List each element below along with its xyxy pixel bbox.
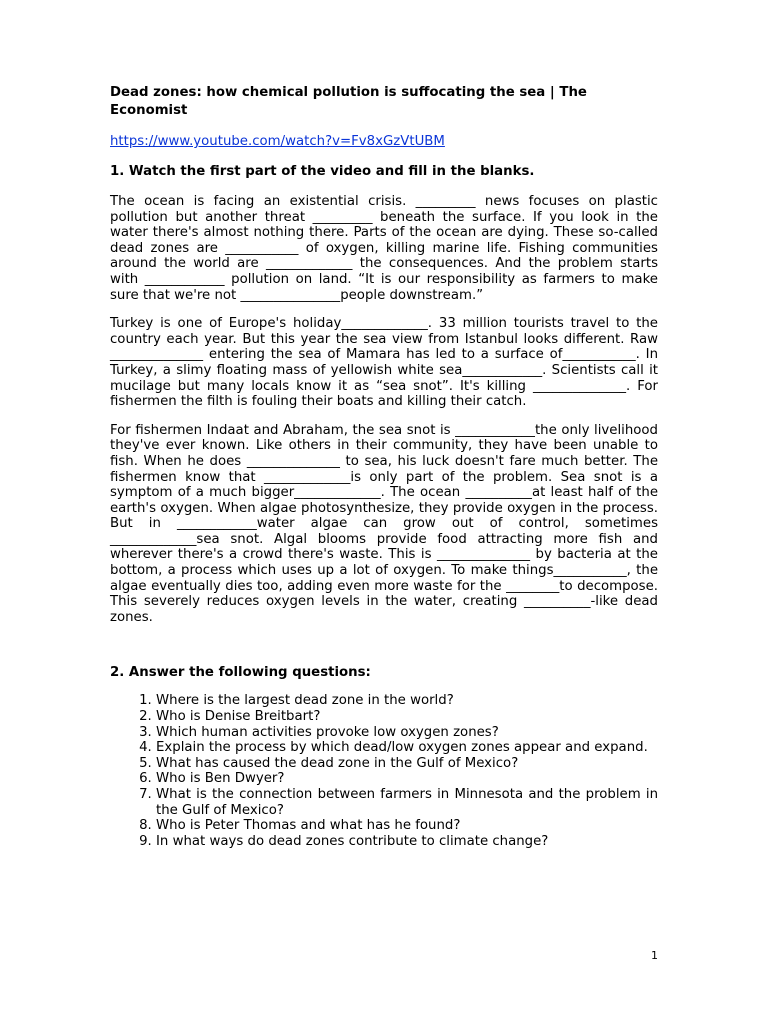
question-item: 4. Explain the process by which dead/low oxygen zones appear and expand. [156,740,658,756]
document-body [110,84,658,849]
page-number: 1 [651,949,658,962]
question-item: 2. Who is Denise Breitbart? [156,709,658,725]
document-title: Dead zones: how chemical pollution is suffocating the sea | The Economist [110,85,587,118]
question-item: 9. In what ways do dead zones contribute to climate change? [156,834,658,850]
section2-heading: 2. Answer the following questions: [110,665,371,681]
question-item: 7. What is the connection between farmers in Minnesota and the problem in the Gulf of Mexico? [156,787,658,818]
fill-in-paragraph-2: Turkey is one of Europe's holiday_____________. 33 million tourists travel to the country each year. But this year the sea view from Istanbul looks different. Raw ______________ entering the sea of Mamara has led to a surface of___________. In Turkey, a slimy floating mass of yellowish white sea____________. Scientists call it mucilage but many locals know it as “sea snot”. It's killing ______________. For fishermen the filth is fouling their boats and killing their catch. [110,316,658,410]
question-item: 8. Who is Peter Thomas and what has he found? [156,818,658,834]
questions-list [110,693,658,849]
fill-in-paragraph-3: For fishermen Indaat and Abraham, the sea snot is ____________the only livelihood they've ever known. Like others in their community, they have been unable to fish. When he does ______________ to sea, his luck doesn't fare much better. The fishermen know that _____________is only part of the problem. Sea snot is a symptom of a much bigger_____________. The ocean __________at least half of the earth's oxygen. When algae photosynthesize, they provide oxygen in the process. But in ____________water algae can grow out of control, sometimes _____________sea snot. Algal blooms provide food attracting more fish and wherever there's a crowd there's waste. This is ______________ by bacteria at the bottom, a process which uses up a lot of oxygen. To make things___________, the algae eventually dies too, adding even more waste for the ________to decompose. This severely reduces oxygen levels in the water, creating __________-like dead zones. [110,422,658,625]
video-link[interactable]: https://www.youtube.com/watch?v=Fv8xGzVtUBM [110,134,445,149]
question-item: 6. Who is Ben Dwyer? [156,771,658,787]
section1-heading: 1. Watch the first part of the video and fill in the blanks. [110,164,535,179]
question-item: 3. Which human activities provoke low oxygen zones? [156,725,658,741]
question-item: 5. What has caused the dead zone in the Gulf of Mexico? [156,756,658,772]
fill-in-paragraph-1: The ocean is facing an existential crisis. _________ news focuses on plastic pollution but another threat _________ beneath the surface. If you look in the water there's almost nothing there. Parts of the ocean are dying. These so-called dead zones are ___________ of oxygen, killing marine life. Fishing communities around the world are _____________ the consequences. And the problem starts with ____________ pollution on land. “It is our responsibility as farmers to make sure that we're not _______________people downstream.” [110,194,658,303]
question-item: 1. Where is the largest dead zone in the world? [156,693,658,709]
